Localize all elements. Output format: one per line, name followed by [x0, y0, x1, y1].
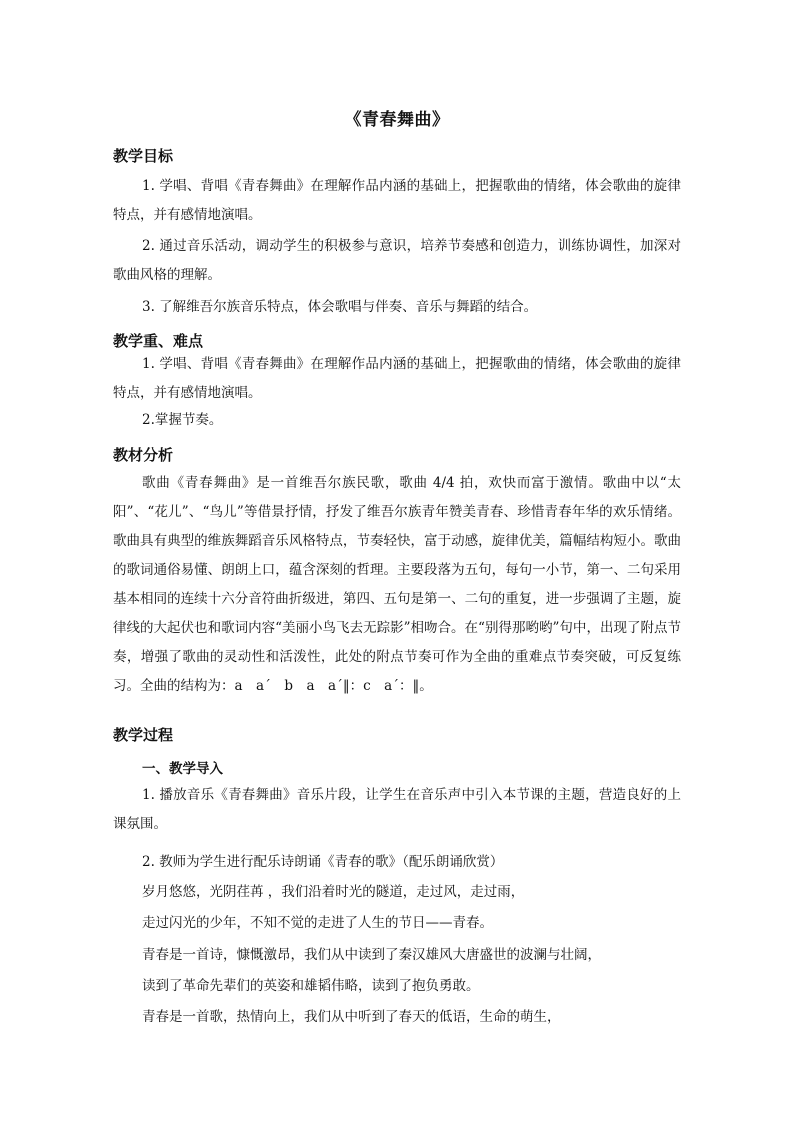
process-item-1: 1. 播放音乐《青春舞曲》音乐片段，让学生在音乐声中引入本节课的主题，营造良好的上课氛围。 [113, 787, 681, 832]
poem-line-4: 读到了革命先辈们的英姿和雄韬伟略，读到了抱负勇敢。 [142, 978, 480, 994]
heading-teaching-process: 教学过程 [113, 726, 174, 744]
poem-line-5: 青春是一首歌，热情向上，我们从中听到了春天的低语，生命的萌生， [142, 1009, 561, 1025]
poem-line-1: 岁月悠悠，光阴荏苒 ，我们沿着时光的隧道，走过风，走过雨， [142, 884, 525, 900]
document-title: 《青春舞曲》 [344, 110, 450, 130]
heading-key-points: 教学重、难点 [113, 332, 204, 350]
analysis-paragraph: 歌曲《青春舞曲》是一首维吾尔族民歌，歌曲 4/4 拍，欢快而富于激情。歌曲中以“太阳”、“花儿”、“鸟儿”等借景抒情，抒发了维吾尔族青年赞美青春、珍惜青春年华的欢乐情绪。歌曲具有典型的维族舞蹈音乐风格特点，节奏轻快，富于动感，旋律优美，篇幅结构短小。歌曲的歌词通俗易懂、朗朗上口，蕴含深刻的哲理。主要段落为五句，每句一小节，第一、二句采用基本相同的连续十六分音符曲折级进，第四、五句是第一、二句的重复，进一步强调了主题，旋律线的大起伏也和歌词内容“美丽小鸟飞去无踪影”相吻合。在“别得那哟哟”句中，出现了附点节奏，增强了歌曲的灵动性和活泼性，此处的附点节奏可作为全曲的重难点节奏突破，可反复练习。全曲的结构为：a a΄ b a a΄‖：c a΄：‖。 [113, 475, 681, 694]
key-point-item-2: 2.掌握节奏。 [142, 412, 223, 428]
heading-material-analysis: 教材分析 [113, 446, 174, 464]
poem-line-2: 走过闪光的少年，不知不觉的走进了人生的节日——青春。 [142, 915, 493, 931]
key-point-item-1: 1. 学唱、背唱《青春舞曲》在理解作品内涵的基础上，把握歌曲的情绪，体会歌曲的旋律特点，并有感情地演唱。 [113, 356, 681, 401]
heading-teaching-goals: 教学目标 [113, 147, 174, 165]
subheading-introduction: 一、教学导入 [142, 761, 223, 777]
process-item-2: 2. 教师为学生进行配乐诗朗诵《青春的歌》（配乐朗诵欣赏） [142, 854, 504, 870]
poem-line-3: 青春是一首诗，慷慨激昂，我们从中读到了秦汉雄风大唐盛世的波澜与壮阔， [142, 947, 601, 963]
goal-item-1: 1. 学唱、背唱《青春舞曲》在理解作品内涵的基础上，把握歌曲的情绪，体会歌曲的旋律特点，并有感情地演唱。 [113, 178, 681, 223]
goal-item-3: 3. 了解维吾尔族音乐特点，体会歌唱与伴奏、音乐与舞蹈的结合。 [142, 299, 538, 315]
goal-item-2: 2. 通过音乐活动，调动学生的积极参与意识，培养节奏感和创造力，训练协调性，加深对歌曲风格的理解。 [113, 238, 681, 283]
